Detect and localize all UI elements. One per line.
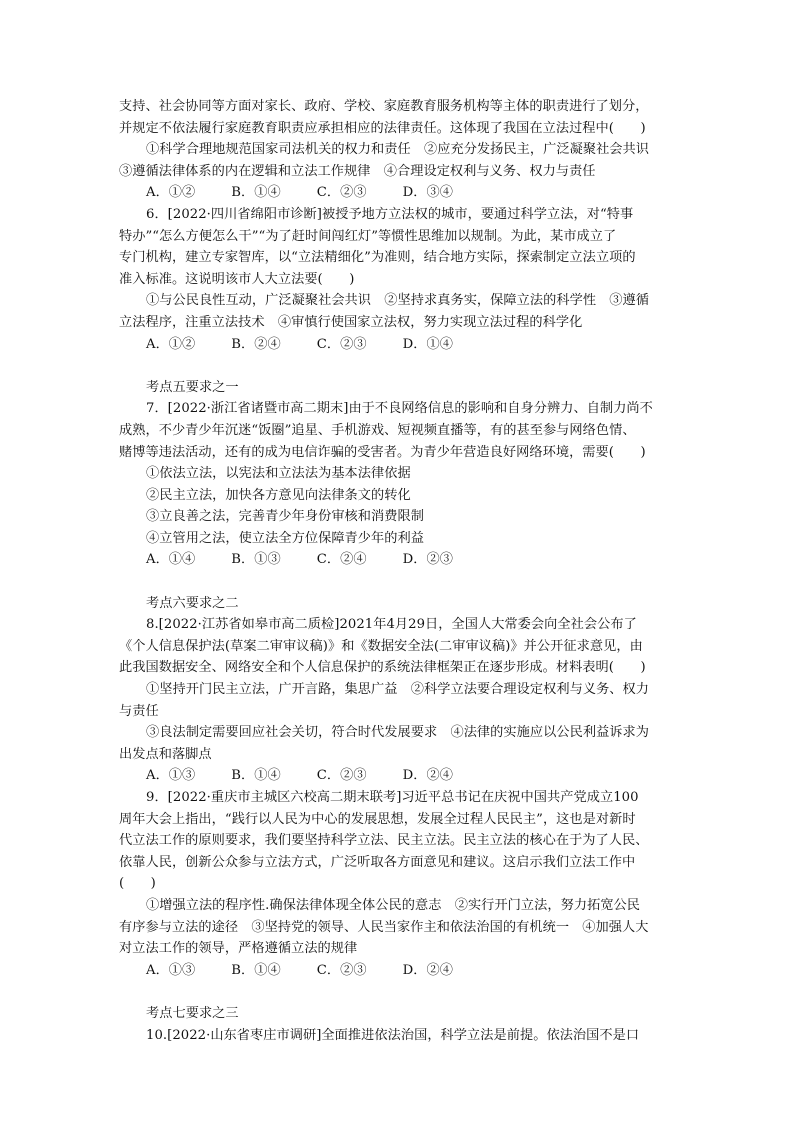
text-line: 考点六要求之二 bbox=[146, 595, 239, 611]
answer-options bbox=[119, 960, 679, 982]
document-body bbox=[119, 96, 679, 1046]
answer-option: C．②③ bbox=[316, 768, 367, 784]
answer-option: D．①④ bbox=[402, 336, 453, 352]
answer-option: A．①② bbox=[146, 185, 196, 201]
answer-option: B．②④ bbox=[231, 336, 281, 352]
text-line: 立法程序，注重立法技术 ④审慎行使国家立法权，努力实现立法过程的科学化 bbox=[119, 314, 583, 330]
text-line: ②民主立法，加快各方意见向法律条文的转化 bbox=[146, 487, 411, 503]
text-line: 准入标准。这说明该市人大立法要( ) bbox=[119, 271, 355, 287]
text-line: 特办”“怎么方便怎么干”“为了赶时间闯红灯”等惯性思维加以规制。为此，某市成立了 bbox=[119, 228, 617, 244]
text-line: ①与公民良性互动，广泛凝聚社会共识 ②坚持求真务实，保障立法的科学性 ③遵循 bbox=[146, 293, 650, 309]
answer-option: A．①④ bbox=[146, 552, 196, 568]
answer-option: B．①④ bbox=[231, 185, 281, 201]
text-line: 代立法工作的原则要求，我们要坚持科学立法、民主立法。民主立法的核心在于为了人民、 bbox=[119, 833, 649, 849]
answer-option: B．①④ bbox=[231, 962, 281, 978]
text-line: ①依法立法，以宪法和立法法为基本法律依据 bbox=[146, 466, 411, 482]
answer-option: D．②④ bbox=[402, 962, 453, 978]
text-line: ④立管用之法，使立法全方位保障青少年的利益 bbox=[146, 530, 424, 546]
paragraph-gap bbox=[119, 355, 679, 377]
text-line: ( ) bbox=[119, 876, 156, 892]
text-line: ③遵循法律体系的内在逻辑和立法工作规律 ④合理设定权利与义务、权力与责任 bbox=[119, 163, 596, 179]
text-line: 7．[2022·浙江省诸暨市高二期末]由于不良网络信息的影响和自身分辨力、自制力尚不 bbox=[146, 401, 653, 417]
answer-option: A．①③ bbox=[146, 962, 196, 978]
text-line: 依靠人民，创新公众参与立法方式，广泛听取各方面意见和建议。这启示我们立法工作中 bbox=[119, 854, 636, 870]
text-line: 赌博等违法活动，还有的成为电信诈骗的受害者。为青少年营造良好网络环境，需要( ) bbox=[119, 444, 646, 460]
text-line: 支持、社会协同等方面对家长、政府、学校、家庭教育服务机构等主体的职责进行了划分， bbox=[119, 99, 649, 114]
text-line: 考点五要求之一 bbox=[146, 379, 239, 395]
text-line: 对立法工作的领导，严格遵循立法的规律 bbox=[119, 941, 358, 957]
text-line: ①坚持开门民主立法，广开言路，集思广益 ②科学立法要合理设定权利与义务、权力 bbox=[146, 682, 650, 698]
text-line: 8.[2022·江苏省如皋市高二质检]2021年4月29日，全国人大常委会向全社会公布了 bbox=[146, 617, 637, 633]
text-line: 考点七要求之三 bbox=[146, 1005, 239, 1021]
text-line: 成熟，不少青少年沉迷“饭圈”追星、手机游戏、短视频直播等，有的甚至参与网络色情、 bbox=[119, 422, 636, 438]
text-line: 并规定不依法履行家庭教育职责应承担相应的法律责任。这体现了我国在立法过程中( ) bbox=[119, 120, 646, 136]
text-line: 9．[2022·重庆市主城区六校高二期末联考]习近平总书记在庆祝中国共产党成立100 bbox=[146, 790, 639, 805]
text-line: 与责任 bbox=[119, 703, 159, 719]
text-line: 专门机构，建立专家智库，以“立法精细化”为准则，结合地方实际，探索制定立法立项的 bbox=[119, 250, 636, 266]
answer-option: D．②③ bbox=[402, 552, 453, 568]
answer-option: A．①② bbox=[146, 336, 196, 352]
answer-options bbox=[119, 334, 679, 356]
answer-options bbox=[119, 765, 679, 787]
text-line: 《个人信息保护法(草案二审审议稿)》和《数据安全法(二审审议稿)》并公开征求意见，由 bbox=[119, 638, 643, 654]
answer-option: C．②③ bbox=[316, 185, 367, 201]
text-line: 10.[2022·山东省枣庄市调研]全面推进依法治国，科学立法是前提。依法治国不是口 bbox=[146, 1027, 640, 1043]
text-line: 出发点和落脚点 bbox=[119, 746, 212, 762]
answer-option: B．①④ bbox=[231, 768, 281, 784]
answer-option: C．②③ bbox=[316, 962, 367, 978]
paragraph-gap bbox=[119, 571, 679, 593]
text-line: ③良法制定需要回应社会关切，符合时代发展要求 ④法律的实施应以公民利益诉求为 bbox=[146, 725, 650, 741]
answer-option: D．③④ bbox=[402, 185, 453, 201]
answer-option: A．①③ bbox=[146, 768, 196, 784]
answer-options bbox=[119, 549, 679, 571]
answer-option: D．②④ bbox=[402, 768, 453, 784]
text-line: ①增强立法的程序性.确保法律体现全体公民的意志 ②实行开门立法，努力拓宽公民 bbox=[146, 897, 641, 913]
text-line: 有序参与立法的途径 ③坚持党的领导、人民当家作主和依法治国的有机统一 ④加强人大 bbox=[119, 919, 649, 935]
answer-option: C．②④ bbox=[316, 552, 367, 568]
text-line: 此我国数据安全、网络安全和个人信息保护的系统法律框架正在逐步形成。材料表明( ) bbox=[119, 660, 646, 676]
answer-options bbox=[119, 182, 679, 204]
text-line: 周年大会上指出，“践行以人民为中心的发展思想，发展全过程人民民主”，这也是对新时 bbox=[119, 811, 636, 827]
text-line: ①科学合理地规范国家司法机关的权力和责任 ②应充分发扬民主，广泛凝聚社会共识 bbox=[146, 142, 650, 158]
paragraph-gap bbox=[119, 981, 679, 1003]
text-line: 6．[2022·四川省绵阳市诊断]被授予地方立法权的城市，要通过科学立法，对“特事 bbox=[146, 206, 634, 222]
answer-option: B．①③ bbox=[231, 552, 281, 568]
answer-option: C．②③ bbox=[316, 336, 367, 352]
text-line: ③立良善之法，完善青少年身份审核和消费限制 bbox=[146, 509, 424, 525]
